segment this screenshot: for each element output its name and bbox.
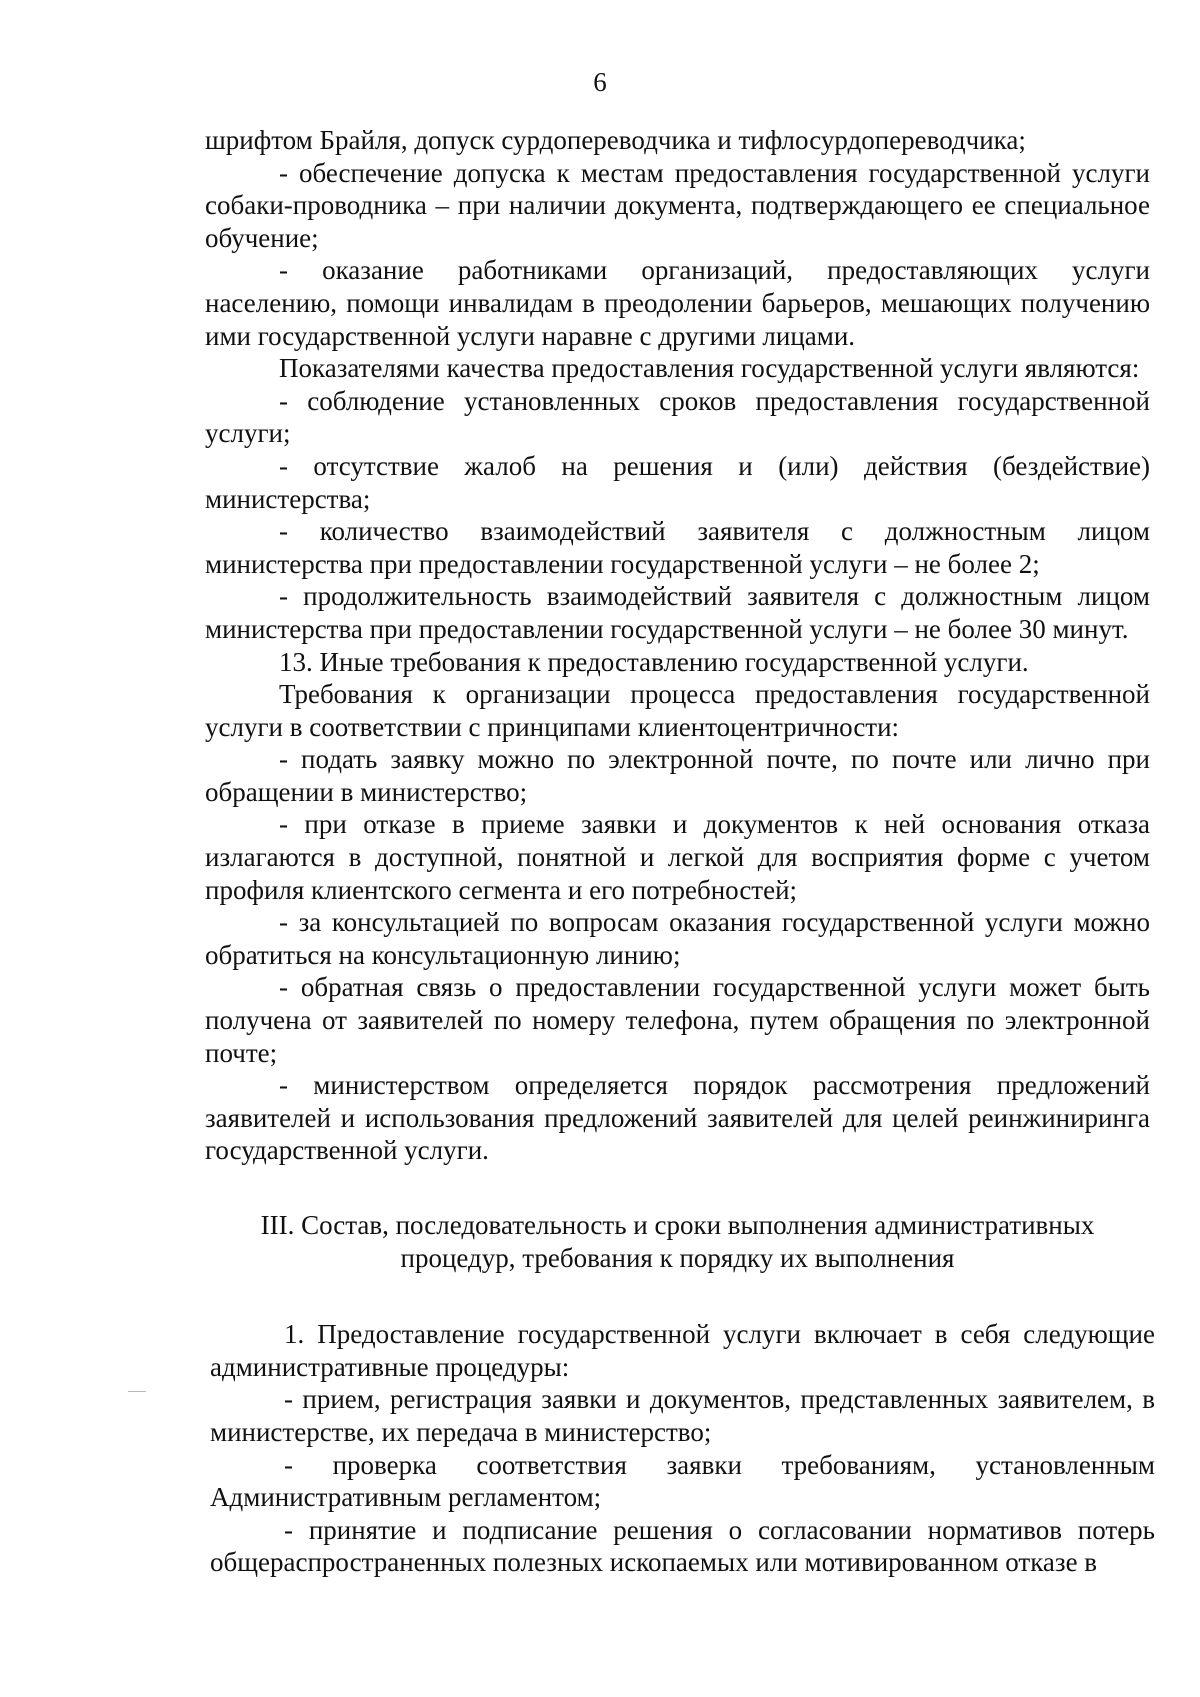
paragraph: - оказание работниками организаций, предоставляющих услуги населению, помощи инвалидам в преодолении барьеров, мешающих получению ими государственной услуги наравне с другими лицами.: [205, 255, 1150, 351]
paragraph: - за консультацией по вопросам оказания государственной услуги можно обратиться на консультационную линию;: [205, 907, 1150, 970]
paragraph: - подать заявку можно по электронной почте, по почте или лично при обращении в министерство;: [205, 744, 1150, 807]
paragraph: - проверка соответствия заявки требованиям, установленным Административным регламентом;: [210, 1449, 1155, 1513]
document-body: [205, 124, 1155, 1579]
paragraph: - при отказе в приеме заявки и документов к ней основания отказа излагаются в доступной, понятной и легкой для восприятия форме с учетом профиля клиентского сегмента и его потребностей;: [205, 809, 1150, 905]
paragraph: шрифтом Брайля, допуск сурдопереводчика и тифлосурдопереводчика;: [205, 125, 1026, 155]
paragraph: - принятие и подписание решения о согласовании нормативов потерь общераспространенных полезных ископаемых или мотивированном отказе в: [210, 1514, 1155, 1578]
paragraph: - прием, регистрация заявки и документов, представленных заявителем, в министерстве, их передача в министерство;: [210, 1384, 1155, 1447]
paragraph: 1. Предоставление государственной услуги включает в себя следующие административные процедуры:: [210, 1319, 1155, 1382]
paragraph: 13. Иные требования к предоставлению государственной услуги.: [279, 646, 1029, 677]
paragraph: - соблюдение установленных сроков предоставления государственной услуги;: [205, 385, 1150, 449]
scan-artifact-mark: [128, 1391, 146, 1392]
paragraph: Требования к организации процесса предоставления государственной услуги в соответствии с принципами клиентоцентричности:: [205, 679, 1150, 742]
paragraph: - обеспечение допуска к местам предоставления государственной услуги собаки-проводника – при наличии документа, подтверждающего ее специальное обучение;: [205, 157, 1150, 253]
paragraph: - обратная связь о предоставлении государственной услуги может быть получена от заявителей по номеру телефона, путем обращения по электронной почте;: [205, 972, 1150, 1068]
paragraph: - количество взаимодействий заявителя с должностным лицом министерства при предоставлении государственной услуги – не более 2;: [205, 516, 1150, 579]
paragraph: - продолжительность взаимодействий заявителя с должностным лицом министерства при предоставлении государственной услуги – не более 30 минут.: [205, 581, 1150, 644]
paragraph: - отсутствие жалоб на решения и (или) действия (бездействие) министерства;: [205, 450, 1150, 514]
section-heading: III. Состав, последовательность и сроки выполнения административных процедур, требования к порядку их выполнения: [260, 1210, 1095, 1273]
section-body: [210, 1318, 1155, 1579]
paragraph: - министерством определяется порядок рассмотрения предложений заявителей и использования предложений заявителей для целей реинжиниринга государственной услуги.: [205, 1070, 1150, 1166]
paragraph: Показателями качества предоставления государственной услуги являются:: [279, 353, 1140, 384]
page-number: 6: [593, 67, 607, 97]
